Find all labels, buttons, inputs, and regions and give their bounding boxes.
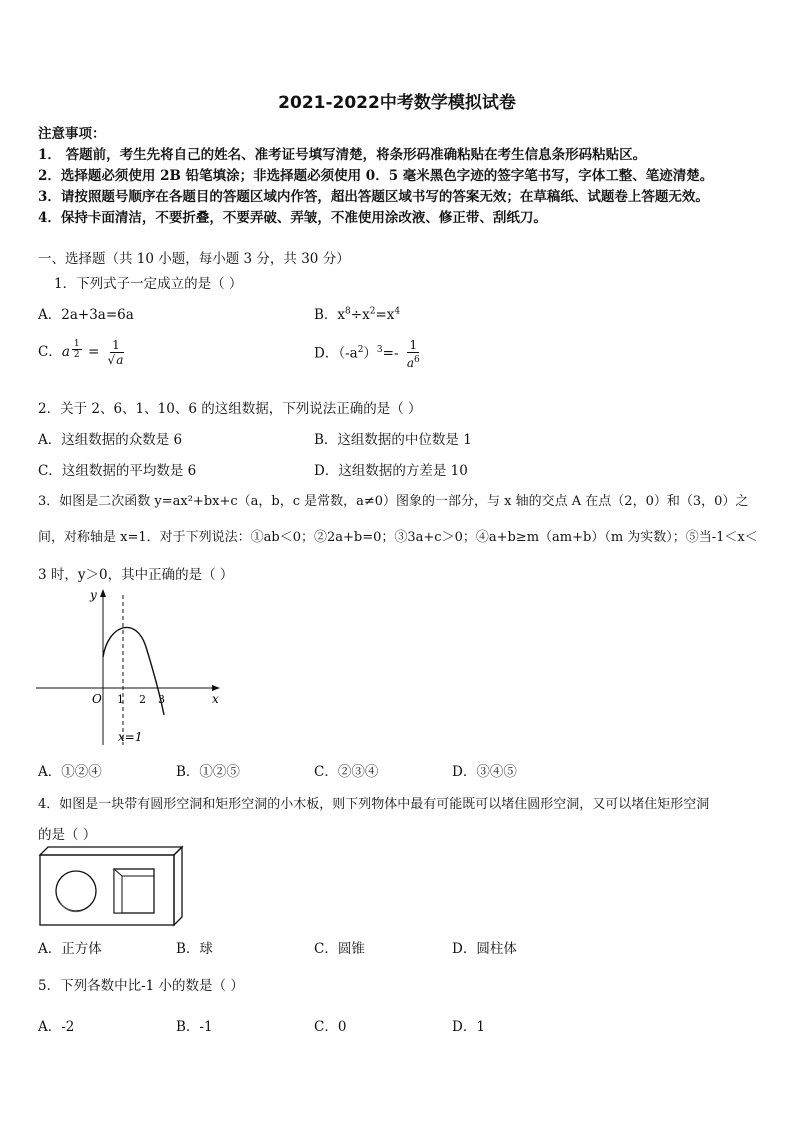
y-axis-label: y [90, 588, 97, 602]
notice-item-4: 4．保持卡面清洁，不要折叠，不要弄破、弄皱，不准使用涂改液、修正带、刮纸刀。 [38, 210, 547, 226]
y-axis-arrow [100, 589, 106, 597]
section-heading: 一、选择题（共 10 小题，每小题 3 分，共 30 分） [38, 251, 350, 267]
q3-option-c: C．②③④ [314, 764, 379, 780]
q1-option-b: B．$x^8\div x^2=x^4$ [314, 306, 401, 323]
q5-option-d: D．1 [452, 1019, 485, 1035]
board-side [174, 847, 182, 925]
origin-label: O [92, 692, 102, 706]
q4-option-b: B．球 [176, 941, 213, 957]
q3-parabola-graph [36, 585, 226, 750]
page-title: 2021-2022中考数学模拟试卷 [278, 93, 516, 113]
q4-option-c: C．圆锥 [314, 941, 365, 957]
q2-option-d: D．这组数据的方差是 10 [314, 463, 468, 479]
q4-option-a: A．正方体 [38, 941, 102, 957]
q5-option-c: C．0 [314, 1019, 347, 1035]
notice-item-1: 1． 答题前，考生先将自己的姓名、准考证号填写清楚，将条形码准确粘贴在考生信息条形码粘贴区。 [38, 147, 647, 163]
q1-option-c: C．a $\frac{1}{2}$ = $\frac{1}{√a}$ [38, 338, 124, 367]
q2-option-b: B．这组数据的中位数是 1 [314, 432, 472, 448]
q4-line-1: 4．如图是一块带有圆形空洞和矩形空洞的小木板，则下列物体中最有可能既可以堵住圆形空洞，又可以堵住矩形空洞 [38, 797, 710, 812]
notice-heading: 注意事项： [38, 126, 106, 142]
q2-option-c: C．这组数据的平均数是 6 [38, 463, 197, 479]
q3-option-d: D．③④⑤ [452, 764, 517, 780]
q4-line-2: 的是（ ） [38, 827, 97, 843]
tick-label-2: 2 [139, 693, 146, 706]
tick-label-1: 1 [117, 693, 124, 706]
q3-option-b: B．①②⑤ [176, 764, 240, 780]
x-axis-label: x [212, 692, 219, 706]
wooden-board-figure [38, 845, 186, 929]
q3-line-3: 3 时，y＞0，其中正确的是（ ） [38, 567, 234, 583]
q3-line-2: 间，对称轴是 x=1．对于下列说法：①ab＜0；②2a+b=0；③3a+c＞0；④a+b≥m（am+b）（m 为实数）；⑤当-1＜x＜ [38, 530, 758, 545]
q2-option-a: A．这组数据的众数是 6 [38, 432, 183, 448]
q5-option-a: A．-2 [38, 1019, 75, 1035]
q4-option-d: D．圆柱体 [452, 941, 517, 957]
q3-option-a: A．①②④ [38, 764, 102, 780]
x-axis-arrow [212, 685, 220, 691]
q1-option-a: A．2a+3a=6a [38, 307, 134, 323]
tick-label-3: 3 [158, 693, 165, 706]
symmetry-line-label: x=1 [118, 730, 143, 744]
notice-item-2: 2．选择题必须使用 2B 铅笔填涂；非选择题必须使用 0．5 毫米黑色字迹的签字笔书写，字体工整、笔迹清楚。 [38, 168, 714, 184]
parabola-curve [103, 627, 164, 715]
q5-stem: 5．下列各数中比-1 小的数是（ ） [38, 978, 244, 994]
square-hole-inner-left [114, 869, 122, 913]
q1-option-d: D．$(-a^2)^3=-$ $\frac{1}{a^6}$ [314, 338, 420, 370]
board-top [40, 847, 182, 855]
notice-item-3: 3．请按照题号顺序在各题目的答题区域内作答，超出答题区域书写的答案无效；在草稿纸、试题卷上答题无效。 [38, 189, 709, 205]
q3-line-1: 3．如图是二次函数 y=ax²+bx+c（a，b，c 是常数，a≠0）图象的一部分，与 x 轴的交点 A 在点（2，0）和（3，0）之 [38, 494, 749, 509]
q5-option-b: B．-1 [176, 1019, 213, 1035]
q2-stem: 2．关于 2、6、1、10、6 的这组数据，下列说法正确的是（ ） [38, 401, 422, 417]
q1-stem: 1．下列式子一定成立的是（ ） [54, 276, 243, 292]
